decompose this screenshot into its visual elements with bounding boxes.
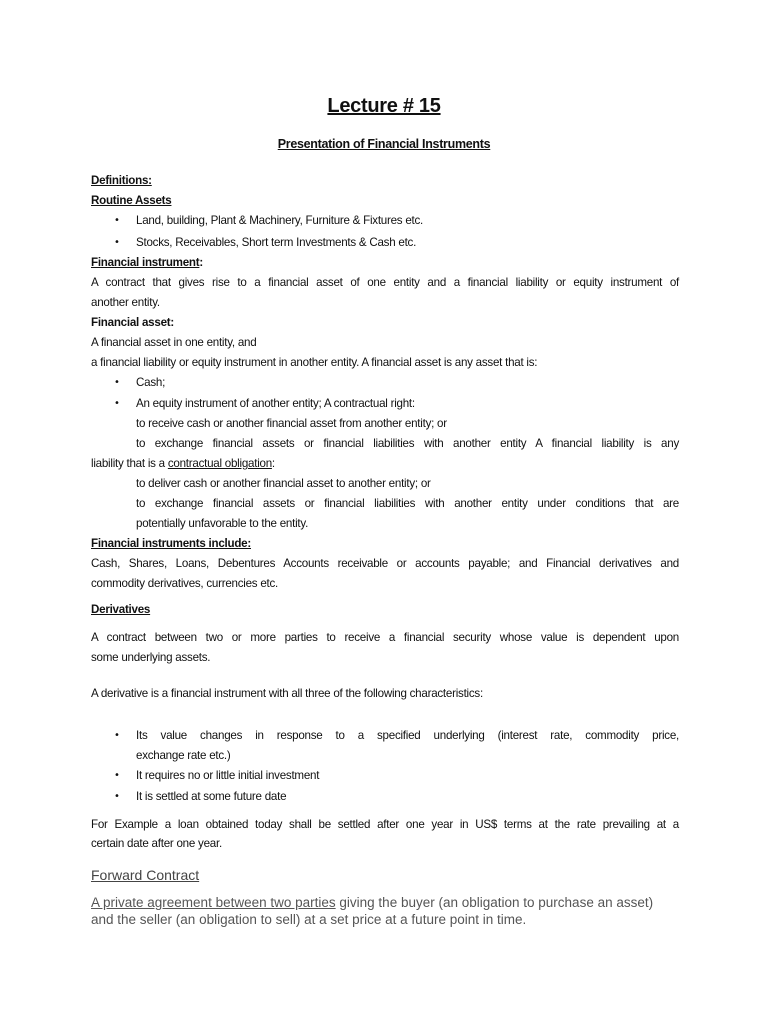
instruments-include-heading: Financial instruments include: xyxy=(91,537,251,550)
contractual-obligation-line: to deliver cash or another financial asset to another entity; or xyxy=(136,477,431,490)
contractual-obligation-link: contractual obligation xyxy=(167,457,272,470)
financial-instrument-definition-cont: another entity. xyxy=(91,296,160,309)
financial-instrument-heading-line xyxy=(91,253,679,273)
lecture-title: Lecture # 15 xyxy=(327,95,441,117)
contractual-right-line: to exchange financial assets or financial liabilities with another entity A financial liability is any xyxy=(136,437,679,450)
routine-asset-item: Land, building, Plant & Machinery, Furniture & Fixtures etc. xyxy=(136,214,424,227)
bullet-icon: • xyxy=(114,377,120,388)
financial-asset-heading: Financial asset: xyxy=(91,316,174,329)
forward-contract-rest: giving the buyer (an obligation to purchase an asset) xyxy=(335,895,654,910)
bullet-icon: • xyxy=(114,770,120,781)
forward-contract-line xyxy=(91,894,691,912)
financial-asset-bullet: Cash; xyxy=(136,376,166,389)
financial-instrument-colon: : xyxy=(199,256,204,269)
derivative-characteristics-intro: A derivative is a financial instrument with all three of the following characteristics: xyxy=(91,687,483,700)
instruments-include-line: Cash, Shares, Loans, Debentures Accounts receivable or accounts payable; and Financial derivatives and xyxy=(91,557,679,570)
characteristic-item: It requires no or little initial investment xyxy=(136,769,320,782)
financial-instrument-definition: A contract that gives rise to a financial asset of one entity and a financial liability or equity instrument of xyxy=(91,276,679,289)
instruments-include-line: commodity derivatives, currencies etc. xyxy=(91,577,279,590)
bullet-icon: • xyxy=(114,398,120,409)
derivatives-heading: Derivatives xyxy=(91,603,151,616)
derivatives-definition-cont: some underlying assets. xyxy=(91,651,211,664)
financial-liability-colon: : xyxy=(271,457,275,470)
bullet-icon: • xyxy=(114,215,120,226)
forward-contract-heading: Forward Contract xyxy=(91,867,200,883)
financial-asset-line: a financial liability or equity instrument in another entity. A financial asset is any asset that is: xyxy=(91,356,538,369)
financial-asset-line: A financial asset in one entity, and xyxy=(91,336,257,349)
characteristic-item: Its value changes in response to a specified underlying (interest rate, commodity price, xyxy=(136,729,679,742)
financial-asset-bullet: An equity instrument of another entity; A contractual right: xyxy=(136,397,415,410)
derivative-example-cont: certain date after one year. xyxy=(91,837,222,850)
private-agreement-link: A private agreement between two parties xyxy=(91,895,336,910)
financial-liability-line xyxy=(91,454,679,474)
routine-assets-heading: Routine Assets xyxy=(91,194,172,207)
lecture-subtitle: Presentation of Financial Instruments xyxy=(277,137,491,151)
definitions-heading: Definitions: xyxy=(91,174,152,187)
bullet-icon: • xyxy=(114,730,120,741)
contractual-right-line: to receive cash or another financial asset from another entity; or xyxy=(136,417,447,430)
contractual-obligation-line: potentially unfavorable to the entity. xyxy=(136,517,309,530)
characteristic-item: It is settled at some future date xyxy=(136,790,287,803)
financial-liability-prefix: liability that is a xyxy=(91,457,168,470)
forward-contract-line-cont: and the seller (an obligation to sell) at a set price at a future point in time. xyxy=(91,912,527,927)
derivative-example: For Example a loan obtained today shall be settled after one year in US$ terms at the rate prevailing at a xyxy=(91,818,679,831)
bullet-icon: • xyxy=(114,791,120,802)
financial-instrument-heading: Financial instrument xyxy=(91,256,200,269)
contractual-obligation-line: to exchange financial assets or financial liabilities with another entity under conditions that are xyxy=(136,497,679,510)
derivatives-definition: A contract between two or more parties to receive a financial security whose value is dependent upon xyxy=(91,631,679,644)
routine-asset-item: Stocks, Receivables, Short term Investments & Cash etc. xyxy=(136,236,417,249)
bullet-icon: • xyxy=(114,237,120,248)
characteristic-item-cont: exchange rate etc.) xyxy=(136,749,231,762)
